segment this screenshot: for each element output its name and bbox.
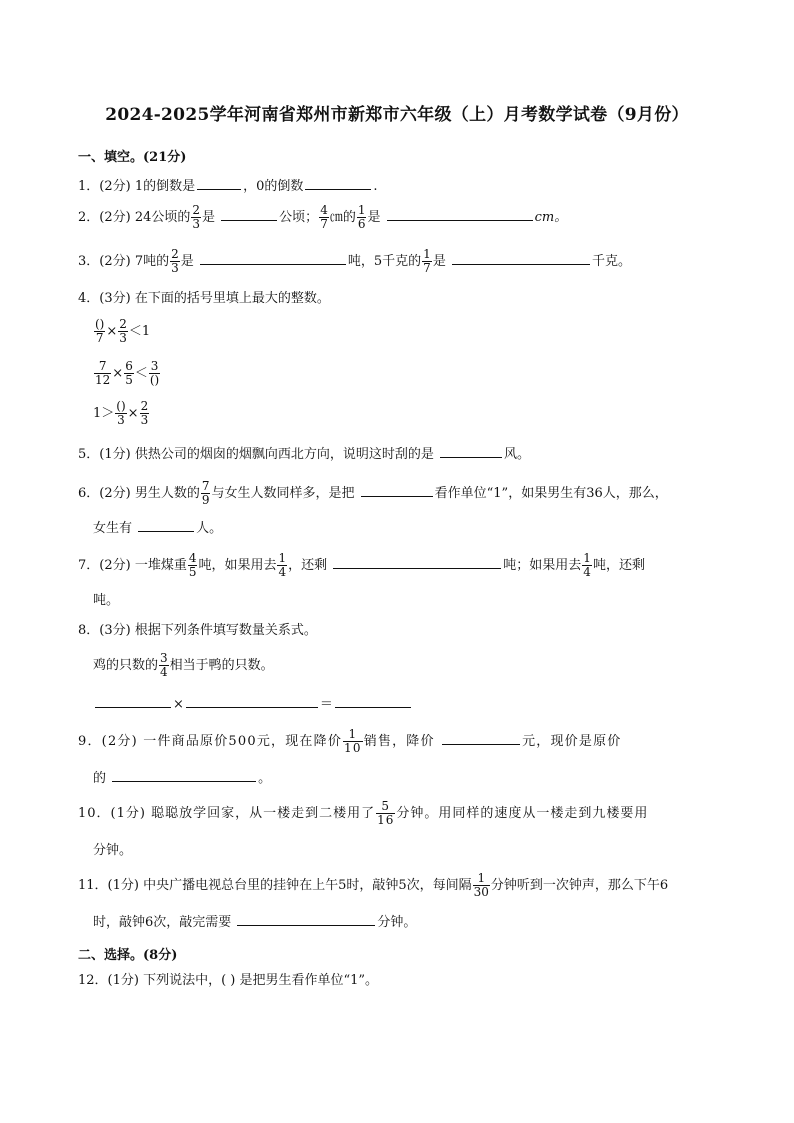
answer-blank[interactable]	[112, 768, 256, 782]
fraction: $\frac{6}{5}$	[125, 359, 133, 387]
answer-blank[interactable]	[237, 912, 375, 926]
fraction: $\frac{1}{6}$	[357, 203, 366, 231]
fraction: $\frac{2}{3}$	[171, 247, 179, 275]
fraction: $\frac{7}{9}$	[201, 479, 210, 507]
question-1: 1．(2分) 1的倒数是 ，0的倒数 .	[78, 176, 378, 196]
answer-blank[interactable]	[200, 251, 346, 265]
fraction: $\frac{1}{30}$	[473, 871, 489, 899]
answer-blank[interactable]	[221, 207, 277, 221]
question-10-cont: 分钟。	[93, 843, 133, 858]
answer-blank[interactable]	[452, 251, 590, 265]
fraction: $\frac{1}{10}$	[344, 727, 362, 755]
answer-blank[interactable]	[335, 694, 411, 708]
question-7: 7．(2分) 一堆煤重 $\frac{4}{5}$ 吨，如果用去 $\frac{1}{4}$ ，还剩 吨；如果用去 $\frac{1}{4}$ 吨，还剩	[78, 551, 645, 579]
question-8-condition: 鸡的只数的 $\frac{3}{4}$ 相当于鸭的只数。	[93, 651, 274, 679]
question-11-cont: 时，敲钟6次，敲完需要 分钟。	[93, 912, 416, 932]
fraction: $\frac{4}{7}$	[320, 203, 328, 231]
answer-blank[interactable]	[333, 555, 501, 569]
relation-equation: × ＝	[93, 694, 413, 714]
question-6-cont: 女生有 人。	[93, 518, 222, 538]
answer-blank[interactable]	[197, 176, 241, 190]
answer-blank[interactable]	[361, 483, 433, 497]
fraction: $\frac{5}{16}$	[377, 799, 395, 827]
answer-blank[interactable]	[387, 207, 533, 221]
answer-blank[interactable]	[305, 176, 371, 190]
section-multiple-choice: 二、选择。(8分)	[78, 948, 178, 963]
fraction: $\frac{1}{7}$	[423, 247, 431, 275]
question-8: 8．(3分) 根据下列条件填写数量关系式。	[78, 623, 317, 638]
fraction: $\frac{7}{12}$	[95, 359, 111, 387]
fraction: $\frac{4}{5}$	[188, 551, 197, 579]
question-11: 11．(1分) 中央广播电视总台里的挂钟在上午5时，敲钟5次，每间隔 $\frac{1}{30}$ 分钟听到一次钟声，那么下午6	[78, 871, 669, 899]
question-4: 4．(3分) 在下面的括号里填上最大的整数。	[78, 291, 330, 306]
question-5: 5．(1分) 供热公司的烟囱的烟飘向西北方向，说明这时刮的是 风。	[78, 444, 530, 464]
inequality-row-1: $\frac{()}{7}$ × $\frac{2}{3}$ ＜1	[95, 317, 151, 345]
fraction: $\frac{1}{4}$	[583, 551, 591, 579]
answer-blank[interactable]	[440, 444, 502, 458]
fraction: $\frac{2}{3}$	[192, 203, 201, 231]
fraction: $\frac{3}{()}$	[149, 359, 160, 387]
answer-blank[interactable]	[186, 694, 318, 708]
question-7-cont: 吨。	[93, 593, 120, 608]
fraction: $\frac{()}{3}$	[116, 399, 126, 427]
question-3: 3．(2分) 7吨的 $\frac{2}{3}$ 是 吨，5千克的 $\frac{1}{7}$ 是 千克。	[78, 247, 631, 275]
fraction: $\frac{()}{7}$	[95, 317, 105, 345]
question-9: 9．(2分) 一件商品原价500元，现在降价 $\frac{1}{10}$ 销售，降价 元，现价是原价	[78, 727, 622, 755]
question-9-cont: 的 。	[93, 768, 271, 788]
fraction: $\frac{1}{4}$	[278, 551, 287, 579]
answer-blank[interactable]	[442, 731, 520, 745]
question-10: 10．(1分) 聪聪放学回家，从一楼走到二楼用了 $\frac{5}{16}$ 分钟。用同样的速度从一楼走到九楼要用	[78, 799, 649, 827]
answer-blank[interactable]	[95, 694, 171, 708]
inequality-row-2: $\frac{7}{12}$ × $\frac{6}{5}$ ＜ $\frac{3}{()}$	[95, 359, 160, 387]
section-fill-in: 一、填空。(21分)	[78, 150, 187, 165]
fraction: $\frac{3}{4}$	[160, 651, 168, 679]
fraction: $\frac{2}{3}$	[140, 399, 149, 427]
question-12: 12．(1分) 下列说法中，( ) 是把男生看作单位“1”。	[78, 973, 379, 988]
fraction: $\frac{2}{3}$	[119, 317, 127, 345]
question-2: 2．(2分) 24公顷的 $\frac{2}{3}$ 是 公顷； $\frac{4}{7}$ ㎝的 $\frac{1}{6}$ 是 cm。	[78, 203, 568, 231]
question-6: 6．(2分) 男生人数的 $\frac{7}{9}$ 与女生人数同样多，是把 看作单位“1”，如果男生有36人，那么，	[78, 479, 668, 507]
page-title: 2024-2025学年河南省郑州市新郑市六年级（上）月考数学试卷（9月份）	[105, 105, 689, 125]
inequality-row-3: 1＞ $\frac{()}{3}$ × $\frac{2}{3}$	[93, 399, 149, 427]
answer-blank[interactable]	[138, 518, 194, 532]
